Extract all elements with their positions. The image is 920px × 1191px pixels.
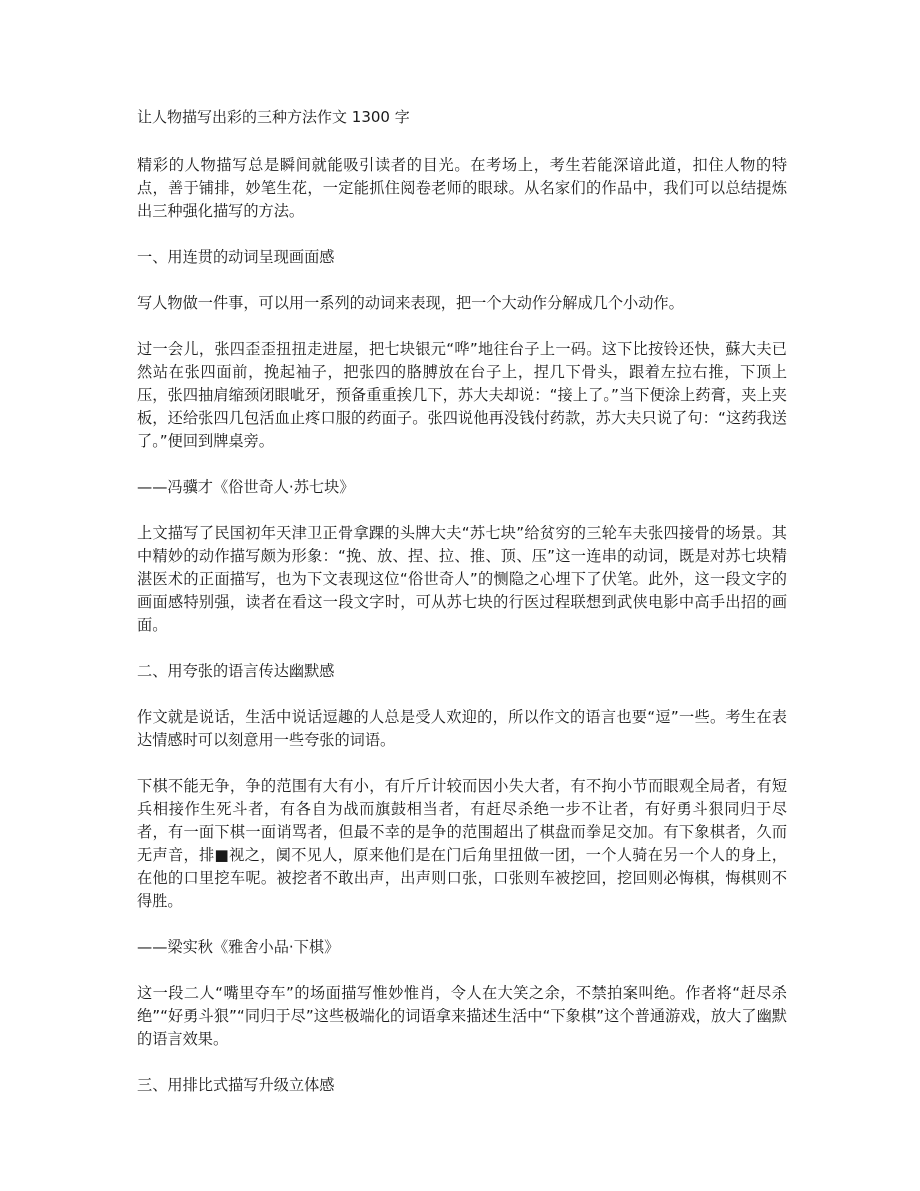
quote-paragraph: 下棋不能无争，争的范围有大有小，有斤斤计较而因小失大者，有不拘小节而眼观全局者，有短兵相接作生死斗者，有各自为战而旗鼓相当者，有赶尽杀绝一步不让者，有好勇斗狠同归于尽者，有一面下棋一面诮骂者，但最不幸的是争的范围超出了棋盘而拳足交加。有下象棋者，久而无声音，排■视之，阒不见人，原来他们是在门后角里扭做一团，一个人骑在另一个人的身上，在他的口里挖车呢。被挖者不敢出声，出声则口张，口张则车被挖回，挖回则必悔棋，悔棋则不得胜。 bbox=[137, 777, 787, 910]
document-body bbox=[137, 103, 787, 1120]
section-heading-1: 一、用连贯的动词呈现画面感 bbox=[137, 248, 335, 266]
intro-paragraph: 精彩的人物描写总是瞬间就能吸引读者的目光。在考场上，考生若能深谙此道，扣住人物的特点，善于铺排，妙笔生花，一定能抓住阅卷老师的眼球。从名家们的作品中，我们可以总结提炼出三种强化描写的方法。 bbox=[137, 156, 787, 220]
section-heading-3: 三、用排比式描写升级立体感 bbox=[137, 1076, 335, 1094]
quote-source: ——冯骥才《俗世奇人·苏七块》 bbox=[137, 478, 355, 496]
paragraph: 作文就是说话，生活中说话逗趣的人总是受人欢迎的，所以作文的语言也要“逗”一些。考生在表达情感时可以刻意用一些夸张的词语。 bbox=[137, 708, 787, 749]
section-heading-2: 二、用夸张的语言传达幽默感 bbox=[137, 662, 335, 680]
quote-paragraph: 过一会儿，张四歪歪扭扭走进屋，把七块银元“哗”地往台子上一码。这下比按铃还快，蘇大夫已然站在张四面前，挽起袖子，把张四的胳膊放在台子上，捏几下骨头，跟着左拉右推，下顶上压，张四抽肩缩颈闭眼呲牙，预备重重挨几下，苏大夫却说：“接上了。”当下便涂上药膏，夹上夹板，还给张四几包活血止疼口服的药面子。张四说他再没钱付药款，苏大夫只说了句：“这药我送了。”便回到牌桌旁。 bbox=[137, 340, 787, 450]
document-title: 让人物描写出彩的三种方法作文 1300 字 bbox=[137, 108, 410, 126]
quote-source: ——梁实秋《雅舍小品·下棋》 bbox=[137, 938, 340, 956]
analysis-paragraph: 这一段二人“嘴里夺车”的场面描写惟妙惟肖，令人在大笑之余，不禁拍案叫绝。作者将“赶尽杀绝”“好勇斗狠”“同归于尽”这些极端化的词语拿来描述生活中“下象棋”这个普通游戏，放大了幽默的语言效果。 bbox=[137, 984, 787, 1048]
analysis-paragraph: 上文描写了民国初年天津卫正骨拿踝的头牌大夫“苏七块”给贫穷的三轮车夫张四接骨的场景。其中精妙的动作描写颇为形象：“挽、放、捏、拉、推、顶、压”这一连串的动词，既是对苏七块精湛医术的正面描写，也为下文表现这位“俗世奇人”的恻隐之心埋下了伏笔。此外，这一段文字的画面感特别强，读者在看这一段文字时，可从苏七块的行医过程联想到武侠电影中高手出招的画面。 bbox=[137, 524, 787, 634]
paragraph: 写人物做一件事，可以用一系列的动词来表现，把一个大动作分解成几个小动作。 bbox=[137, 294, 684, 312]
